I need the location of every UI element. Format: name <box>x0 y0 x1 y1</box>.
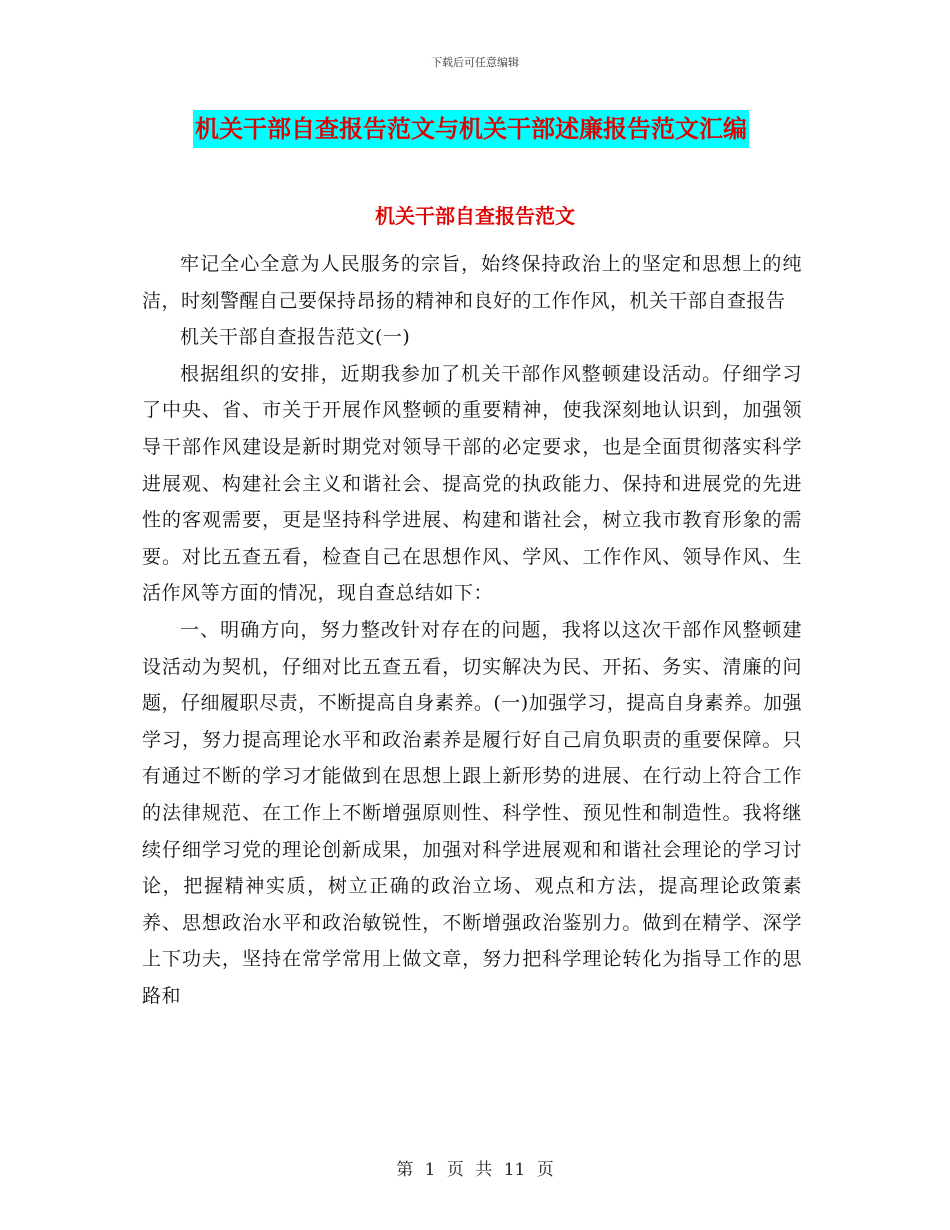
header-note: 下载后可任意编辑 <box>431 56 519 69</box>
paragraph-background: 根据组织的安排，近期我参加了机关干部作风整顿建设活动。仔细学习了中央、省、市关于开展作风整顿的重要精神，使我深刻地认识到，加强领导干部作风建设是新时期党对领导干部的必定要求，也是全面贯彻落实科学进展观、构建社会主义和谐社会、提高党的执政能力、保持和进展党的先进性的客观需要，更是坚持科学进展、构建和谐社会，树立我市教育形象的需要。对比五查五看，检查自己在思想作风、学风、工作作风、领导作风、生活作风等方面的情况，现自查总结如下： <box>142 362 802 605</box>
document-body <box>142 246 802 1014</box>
page-footer: 第 1 页 共 11 页 <box>396 1160 554 1180</box>
paragraph-intro: 牢记全心全意为人民服务的宗旨，始终保持政治上的坚定和思想上的纯洁，时刻警醒自己要保持昂扬的精神和良好的工作作风，机关干部自查报告 <box>142 253 802 312</box>
section-title: 机关干部自查报告范文 <box>375 204 575 228</box>
paragraph-subtitle: 机关干部自查报告范文(一) <box>180 326 411 349</box>
document-title: 机关干部自查报告范文与机关干部述廉报告范文汇编 <box>193 110 749 148</box>
paragraph-section-one: 一、明确方向，努力整改针对存在的问题，我将以这次干部作风整顿建设活动为契机，仔细对比五查五看，切实解决为民、开拓、务实、清廉的问题，仔细履职尽责，不断提高自身素养。(一)加强学习，提高自身素养。加强学习，努力提高理论水平和政治素养是履行好自己肩负职责的重要保障。只有通过不断的学习才能做到在思想上跟上新形势的进展、在行动上符合工作的法律规范、在工作上不断增强原则性、科学性、预见性和制造性。我将继续仔细学习党的理论创新成果，加强对科学进展观和和谐社会理论的学习讨论，把握精神实质，树立正确的政治立场、观点和方法，提高理论政策素养、思想政治水平和政治敏锐性，不断增强政治鉴别力。做到在精学、深学上下功夫，坚持在常学常用上做文章，努力把科学理论转化为指导工作的思路和 <box>142 618 802 1007</box>
